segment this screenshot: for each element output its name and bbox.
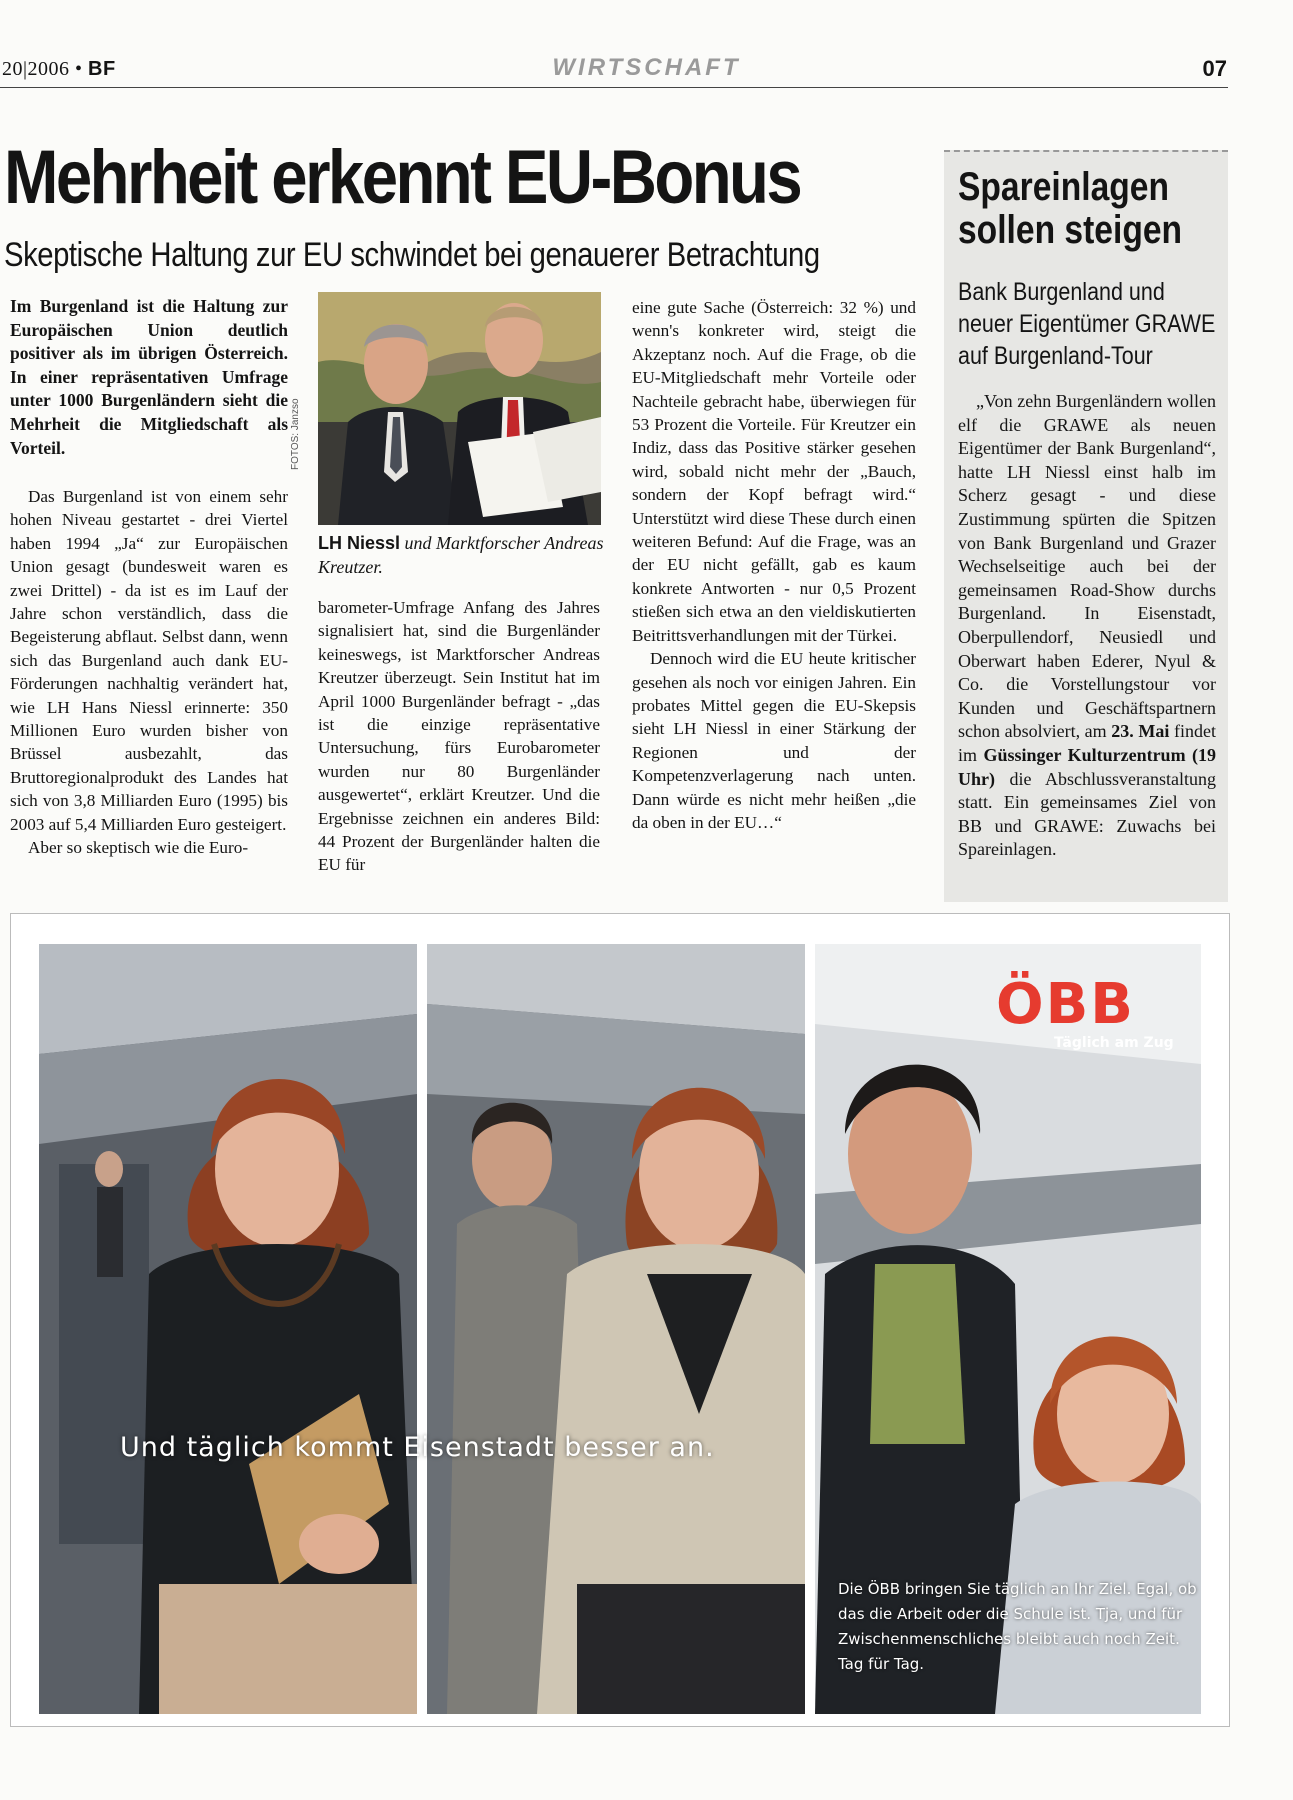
paragraph: barometer-Umfrage Anfang des Jahres signalisiert hat, sind die Burgenländer keineswegs, ist Marktforscher Andreas Kreutzer überzeugt. Sein Institut hat im April 1000 Burgenländer befragt - „das ist die einzige repräsentative Untersuchung, fürs Eurobarometer wurden nur 80 Burgenländer ausgewertet“, erklärt Kreutzer. Und die Ergebnisse zeichnen ein anderes Bild: 44 Prozent der Burgenländer halten die EU für <box>318 598 600 875</box>
ad-panel-2 <box>427 944 805 1714</box>
article-column-3 <box>632 296 916 834</box>
text-run: die Abschlussveranstaltung statt. Ein gemeinsames Ziel von BB und GRAWE: Zuwachs bei Spareinlagen. <box>958 768 1216 860</box>
sidebar-body <box>958 390 1216 862</box>
issue-number: 20|2006 <box>2 58 70 80</box>
photo-credit: FOTOS: Janzso <box>290 398 301 470</box>
photo-illustration <box>318 292 601 525</box>
sidebar-title <box>958 166 1182 252</box>
sidebar-subtitle-line: neuer Eigentümer GRAWE <box>958 310 1216 338</box>
section-name: WIRTSCHAFT <box>552 54 741 81</box>
issue-separator: • <box>75 58 83 80</box>
paragraph: eine gute Sache (Österreich: 32 %) und wenn's konkreter wird, steigt die Akzeptanz noch. Auf die Frage, ob die EU-Mitgliedschaft mehr Vorteile oder Nachteile gebracht habe, überwiegen für 53 Prozent die Vorteile. Für Kreutzer ein Indiz, dass das Positive stärker gesehen wird, sobald nicht mehr der „Bauch, sondern der Kopf befragt wird.“ Unterstützt wird diese These durch einen weiteren Befund: Auf die Frage, was an der EU nicht gefällt, gab es kaum konkrete Antworten - nur 0,5 Prozent stießen sich etwa an den vieldiskutierten Beitrittsverhandlungen mit der Türkei. <box>632 298 916 645</box>
ad-photo-woman-reading <box>39 944 417 1714</box>
text-run: „Von zehn Burgenländern wollen elf die GRAWE als neuen Eigentümer der Bank Burgenland“, hatte LH Niessl einst halb im Scherz gesagt - und diese Zustimmung spürten die Spitzen von Bank Burgenland und Grazer Wechselseitige auch bei der gemeinsamen Road-Show durchs Burgenland. In Eisenstadt, Oberpullendorf, Neusiedl und Oberwart haben Ederer, Nyul & Co. die Vorstellungstour vor Kunden und Geschäftspartnern schon absolviert, am <box>958 391 1216 742</box>
article-column-1 <box>10 485 288 860</box>
article-column-2 <box>318 596 600 877</box>
ad-photo-passengers <box>427 944 805 1714</box>
obb-tagline: Täglich am Zug <box>1054 1035 1174 1051</box>
ad-body-text: Die ÖBB bringen Sie täglich an Ihr Ziel. Egal, ob das die Arbeit oder die Schule ist. Tja, und für Zwischenmenschliches bleibt auch noch Zeit. Tag für Tag. <box>838 1580 1197 1673</box>
sidebar-subtitle-line: auf Burgenland-Tour <box>958 342 1153 370</box>
text-run: findet im <box>958 721 1216 765</box>
paragraph <box>958 390 1216 862</box>
header-rule <box>0 87 1228 88</box>
sidebar-title-line: sollen steigen <box>958 208 1183 252</box>
sidebar-subtitle-line: Bank Burgenland und <box>958 278 1165 306</box>
paragraph: Dennoch wird die EU heute kritischer gesehen als noch vor einigen Jahren. Ein probates Mittel gegen die EU-Skepsis sieht LH Niessl in einer Stärkung der Regionen und der Kompetenzverlagerung nach unten. Dann würde es nicht mehr heißen „die da oben in der EU…“ <box>632 649 916 832</box>
publication-name: BF <box>88 58 116 80</box>
obb-logo: ÖBB <box>996 972 1135 1037</box>
sidebar-title-line: Spareinlagen <box>958 165 1170 209</box>
photo-caption <box>318 531 608 579</box>
date-highlight: 23. Mai <box>1111 721 1170 742</box>
article-lead: Im Burgenland ist die Haltung zur Europäischen Union deutlich positiver als im übrigen Österreich. In einer repräsentativen Umfrage unter 1000 Burgenländern sieht die Mehrheit die Mitgliedschaft als Vorteil. <box>10 296 288 458</box>
article-subheadline: Skeptische Haltung zur EU schwindet bei genauerer Betrachtung <box>4 236 820 274</box>
paragraph: Das Burgenland ist von einem sehr hohen Niveau gestartet - drei Viertel haben 1994 „Ja“ zur Europäischen Union gesagt (bundesweit waren es zwei Drittel) - da ist es im Lauf der Jahre schon verständlich, dass die Begeisterung abflaut. Selbst dann, wenn sich das Burgenland auch dank EU-Förderungen nachhaltig verändert hat, wie LH Hans Niessl erinnerte: 350 Millionen Euro wurden bisher von Brüssel ausbezahlt, das Bruttoregionalprodukt des Landes hat sich von 3,8 Milliarden Euro (1995) bis 2003 auf 5,4 Milliarden Euro gesteigert. <box>10 487 288 834</box>
caption-text: und Marktforscher Andreas Kreutzer. <box>318 533 604 577</box>
ad-panel-1 <box>39 944 417 1714</box>
ad-slogan: Und täglich kommt Eisenstadt besser an. <box>120 1432 715 1463</box>
article-headline: Mehrheit erkennt EU-Bonus <box>4 135 801 220</box>
venue-highlight: Güssinger Kulturzentrum (19 Uhr) <box>958 744 1216 789</box>
paragraph: Aber so skeptisch wie die Euro- <box>28 838 249 858</box>
sidebar-subtitle <box>958 276 1215 372</box>
caption-name: LH Niessl <box>318 533 401 553</box>
page-number: 07 <box>1202 56 1227 81</box>
article-photo <box>318 292 601 525</box>
